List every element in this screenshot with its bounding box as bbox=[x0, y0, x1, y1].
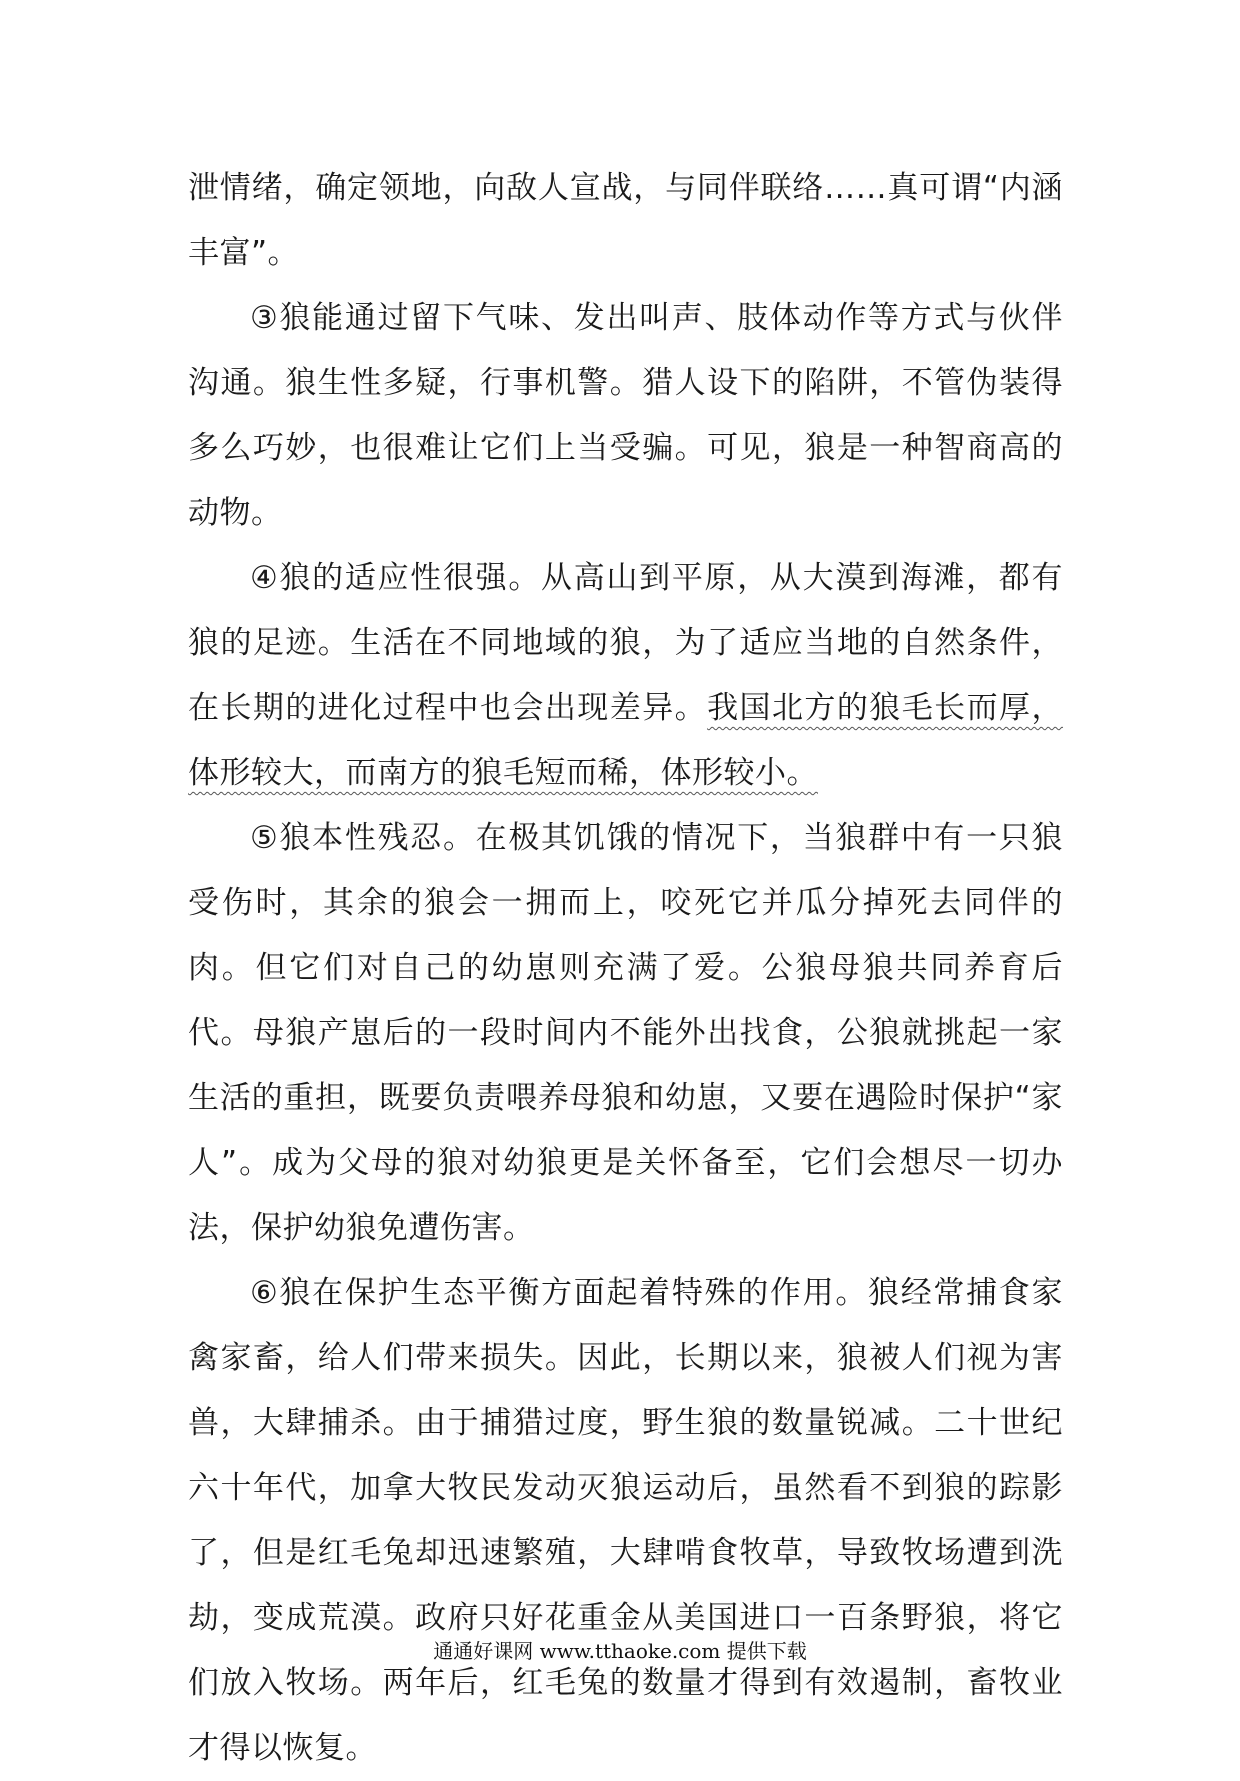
footer-source: 通通好课网 www.tthaoke.com 提供下载 bbox=[433, 1639, 807, 1663]
paragraph-6: ⑥狼在保护生态平衡方面起着特殊的作用。狼经常捕食家禽家畜，给人们带来损失。因此，长期以来，狼被人们视为害兽，大肆捕杀。由于捕猎过度，野生狼的数量锐减。二十世纪六十年代，加拿大牧民发动灭狼运动后，虽然看不到狼的踪影了，但是红毛兔却迅速繁殖，大肆啃食牧草，导致牧场遭到洗劫，变成荒漠。政府只好花重金从美国进口一百条野狼，将它们放入牧场。两年后，红毛兔的数量才得到有效遏制，畜牧业才得以恢复。 bbox=[188, 1275, 1063, 1766]
article-body bbox=[188, 156, 1063, 1781]
paragraph-5: ⑤狼本性残忍。在极其饥饿的情况下，当狼群中有一只狼受伤时，其余的狼会一拥而上，咬死它并瓜分掉死去同伴的肉。但它们对自己的幼崽则充满了爱。公狼母狼共同养育后代。母狼产崽后的一段时间内不能外出找食，公狼就挑起一家生活的重担，既要负责喂养母狼和幼崽，又要在遇险时保护“家人”。成为父母的狼对幼狼更是关怀备至，它们会想尽一切办法，保护幼狼免遭伤害。 bbox=[188, 820, 1063, 1246]
paragraph-4-text: ④狼的适应性很强。从高山到平原，从大漠到海滩，都有狼的足迹。生活在不同地域的狼，为了适应当地的自然条件，在长期的进化过程中也会出现差异。 bbox=[188, 560, 1063, 726]
paragraph-4 bbox=[188, 546, 1063, 806]
paragraph-3: ③狼能通过留下气味、发出叫声、肢体动作等方式与伙伴沟通。狼生性多疑，行事机警。猎人设下的陷阱，不管伪装得多么巧妙，也很难让它们上当受骗。可见，狼是一种智商高的动物。 bbox=[188, 300, 1063, 531]
wavy-underlined-sentence: 我国北方的狼毛长而厚，体形较大，而南方的狼毛短而稀，体形较小。 bbox=[188, 690, 1064, 791]
paragraph-continuation: 泄情绪，确定领地，向敌人宣战，与同伴联络……真可谓“内涵丰富”。 bbox=[188, 170, 1063, 271]
